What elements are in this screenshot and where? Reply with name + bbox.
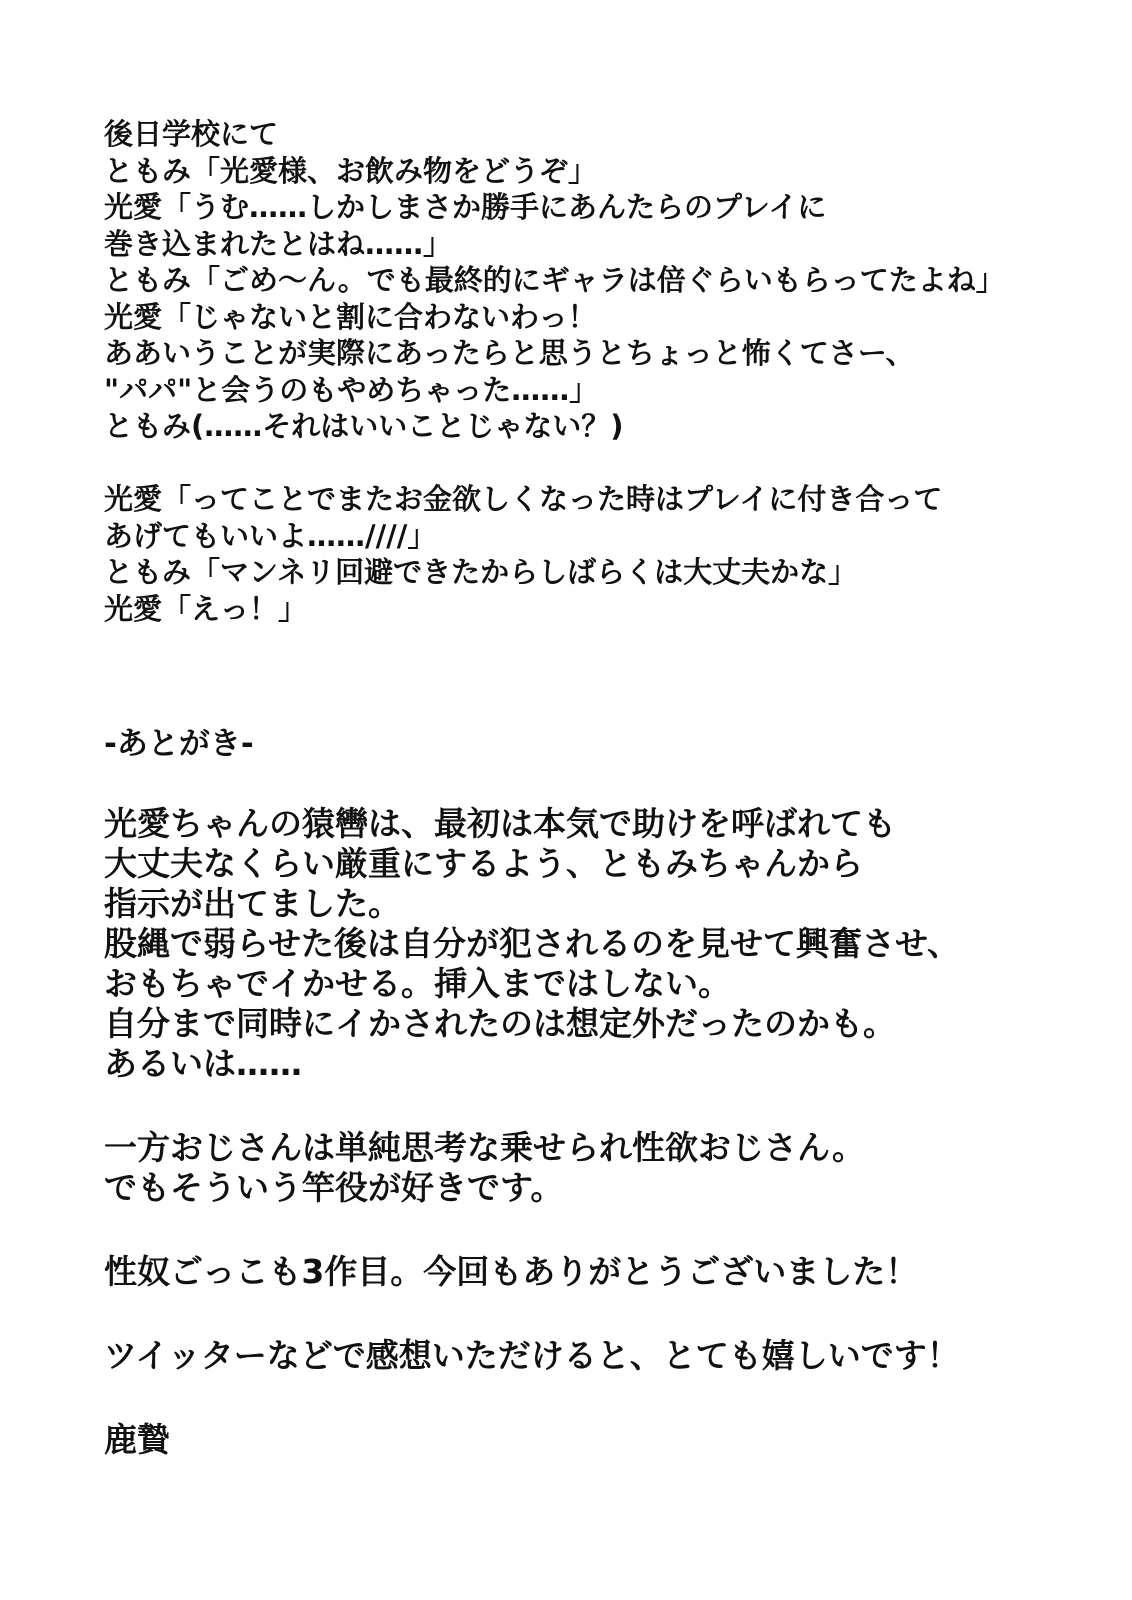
afterword-line: 股縄で弱らせた後は自分が犯されるのを見せて興奮させ、 [104, 924, 961, 963]
afterword-line: 指示が出てました。 [104, 884, 401, 923]
paragraph-spacer [104, 1084, 1084, 1128]
afterword-section [104, 804, 1084, 1460]
epilogue-line: 光愛「じゃないと割に合わないわっ！ [104, 299, 597, 334]
afterword-line: 大丈夫なくらい厳重にするよう、ともみちゃんから [104, 844, 863, 883]
afterword-line: でもそういう竿役が好きです。 [104, 1168, 564, 1207]
afterword-line: あるいは…… [104, 1044, 302, 1083]
epilogue-line: "パパ"と会うのもやめちゃった……」 [104, 372, 599, 407]
afterword-line: 一方おじさんは単純思考な乗せられ性欲おじさん。 [104, 1128, 865, 1167]
afterword-line: 性奴ごっこも3作目。今回もありがとうございました！ [104, 1252, 919, 1291]
epilogue-line: ともみ「光愛様、お飲み物をどうぞ」 [104, 153, 598, 188]
epilogue-line: 光愛「ってことでまたお金欲しくなった時はプレイに付き合って [104, 482, 943, 516]
paragraph-spacer [104, 1292, 1084, 1336]
epilogue-line: 光愛「えっ！」 [104, 591, 308, 626]
afterword-line: 光愛ちゃんの猿轡は、最初は本気で助けを呼ばれても [104, 804, 896, 843]
epilogue-line: ああいうことが実際にあったらと思うとちょっと怖くてさー、 [104, 336, 915, 370]
epilogue-line: ともみ(……それはいいことじゃない？) [104, 409, 624, 443]
epilogue-line: ともみ「ごめ〜ん。でも最終的にギャラは倍ぐらいもらってたよね」 [104, 263, 1005, 297]
epilogue-line: ともみ「マンネリ回避できたからしばらくは大丈夫かな」 [104, 555, 858, 589]
paragraph-spacer [104, 1208, 1084, 1252]
epilogue-section [104, 116, 1064, 627]
epilogue-line: 巻き込まれたとはね……」 [104, 226, 453, 261]
author-signature: 鹿贄 [104, 1420, 170, 1459]
paragraph-spacer [104, 1376, 1084, 1420]
afterword-line: おもちゃでイかせる。挿入まではしない。 [104, 964, 731, 1003]
afterword-line: 自分まで同時にイかされたのは想定外だったのかも。 [104, 1004, 896, 1043]
epilogue-line: 光愛「うむ……しかしまさか勝手にあんたらのプレイに [104, 190, 827, 224]
epilogue-line: 後日学校にて [104, 117, 279, 151]
afterword-heading: -あとがき- [104, 726, 254, 762]
paragraph-spacer [104, 445, 1064, 482]
afterword-line: ツイッターなどで感想いただけると、とても嬉しいです！ [104, 1336, 960, 1375]
epilogue-line: あげてもいいよ……////」 [104, 518, 437, 553]
